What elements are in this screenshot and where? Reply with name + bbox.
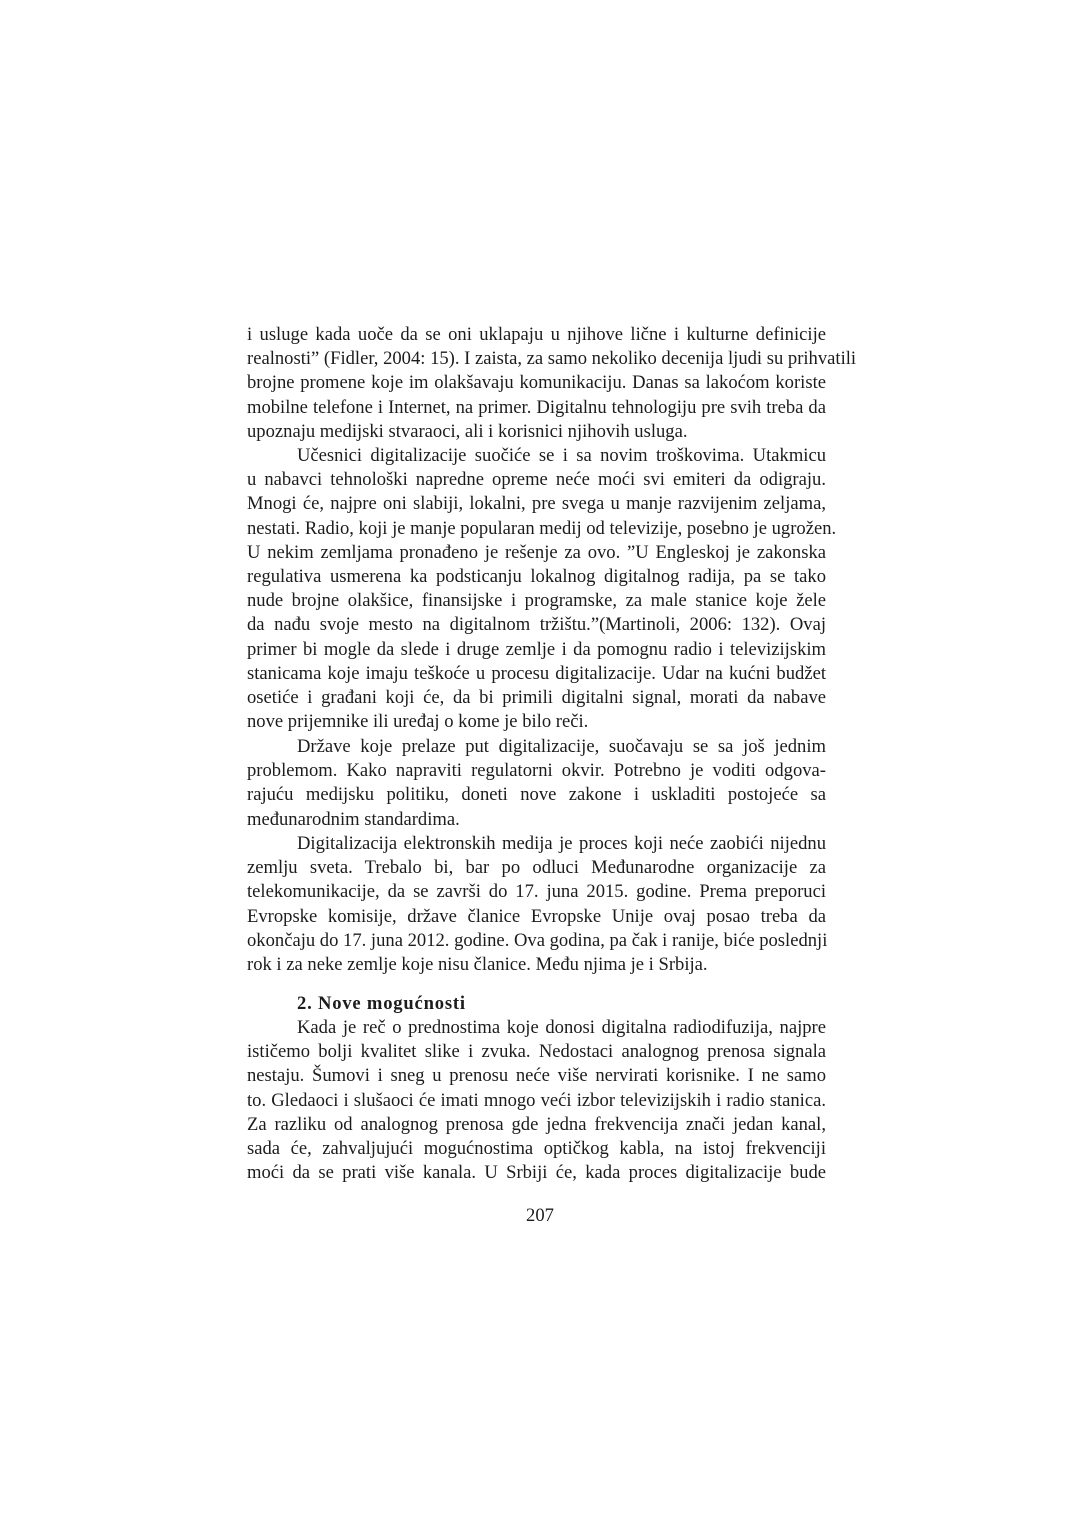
text-line: nove prijemnike ili uređaj o kome je bilo reči.	[247, 711, 589, 733]
paragraph-2	[247, 444, 837, 734]
text-line: Evropske komisije, države članice Evropske Unije ovaj posao treba da	[247, 905, 826, 927]
text-line: telekomunikacije, da se završi do 17. juna 2015. godine. Prema preporuci	[247, 881, 826, 903]
text-line: Učesnici digitalizacije suočiće se i sa novim troškovima. Utakmicu	[297, 445, 826, 466]
text-line: to. Gledaoci i slušaoci će imati mnogo veći izbor televizijskih i radio stanica.	[247, 1089, 826, 1111]
text-line: moći da se prati više kanala. U Srbiji će, kada proces digitalizacije bude	[247, 1162, 826, 1184]
text-line: međunarodnim standardima.	[247, 808, 460, 830]
text-line: brojne promene koje im olakšavaju komunikaciju. Danas sa lakoćom koriste	[247, 372, 826, 394]
paragraph-1	[247, 323, 857, 444]
text-line: Države koje prelaze put digitalizacije, suočavaju se sa još jednim	[297, 736, 826, 757]
text-line: ističemo bolji kvalitet slike i zvuka. Nedostaci analognog prenosa signala	[247, 1041, 826, 1063]
text-line: nestaju. Šumovi i sneg u prenosu neće više nervirati korisnike. I ne samo	[247, 1065, 826, 1087]
text-line: nude brojne olakšice, finansijske i programske, za male stanice koje žele	[247, 590, 826, 612]
text-line: i usluge kada uoče da se oni uklapaju u njihove lične i kulturne definicije	[247, 324, 826, 345]
text-line: realnosti” (Fidler, 2004: 15). I zaista, za samo nekoliko decenija ljudi su prihvatili	[247, 348, 857, 370]
text-line: rajuću medijsku politiku, doneti nove zakone i uskladiti postojeće sa	[247, 784, 826, 806]
text-line: U nekim zemljama pronađeno je rešenje za ovo. ”U Engleskoj je zakonska	[247, 541, 826, 563]
text-line: nestati. Radio, koji je manje popularan medij od televizije, posebno je ugrožen.	[247, 517, 837, 539]
text-line: regulativa usmerena ka podsticanju lokalnog digitalnog radija, pa se tako	[247, 565, 826, 587]
text-line: Mnogi će, najpre oni slabiji, lokalni, pre svega u manje razvijenim zeljama,	[247, 493, 826, 515]
text-line: da nađu svoje mesto na digitalnom tržištu.”(Martinoli, 2006: 132). Ovaj	[247, 614, 826, 636]
text-line: rok i za neke zemlje koje nisu članice. Među njima je i Srbija.	[247, 953, 708, 975]
text-line: u nabavci tehnološki napredne opreme neće moći svi emiteri da odigraju.	[247, 469, 826, 491]
text-line: Kada je reč o prednostima koje donosi digitalna radiodifuzija, najpre	[297, 1017, 826, 1038]
page-number: 207	[526, 1205, 554, 1226]
text-line: zemlju sveta. Trebalo bi, bar po odluci Međunarodne organizacije za	[247, 857, 826, 879]
text-line: stanicama koje imaju teškoće u procesu digitalizacije. Udar na kućni budžet	[247, 662, 826, 684]
text-line: upoznaju medijski stvaraoci, ali i korisnici njihovih usluga.	[247, 420, 688, 442]
text-line: problemom. Kako napraviti regulatorni okvir. Potrebno je voditi odgova-	[247, 760, 826, 782]
paragraph-3	[247, 735, 826, 832]
section-paragraph	[247, 1016, 826, 1185]
section-heading: 2. Nove mogućnosti	[297, 993, 466, 1014]
text-line: okončaju do 17. juna 2012. godine. Ova godina, pa čak i ranije, biće poslednji	[247, 929, 828, 951]
text-line: Za razliku od analognog prenosa gde jedna frekvencija znači jedan kanal,	[247, 1113, 826, 1135]
text-line: sada će, zahvaljujući mogućnostima optičkog kabla, na istoj frekvenciji	[247, 1137, 826, 1159]
text-line: Digitalizacija elektronskih medija je proces koji neće zaobići nijednu	[297, 833, 826, 854]
text-line: primer bi mogle da slede i druge zemlje i da pomognu radio i televizijskim	[247, 638, 826, 660]
paragraph-4	[247, 832, 826, 977]
text-line: osetiće i građani koji će, da bi primili digitalni signal, morati da nabave	[247, 686, 826, 708]
text-line: mobilne telefone i Internet, na primer. Digitalnu tehnologiju pre svih treba da	[247, 396, 826, 418]
